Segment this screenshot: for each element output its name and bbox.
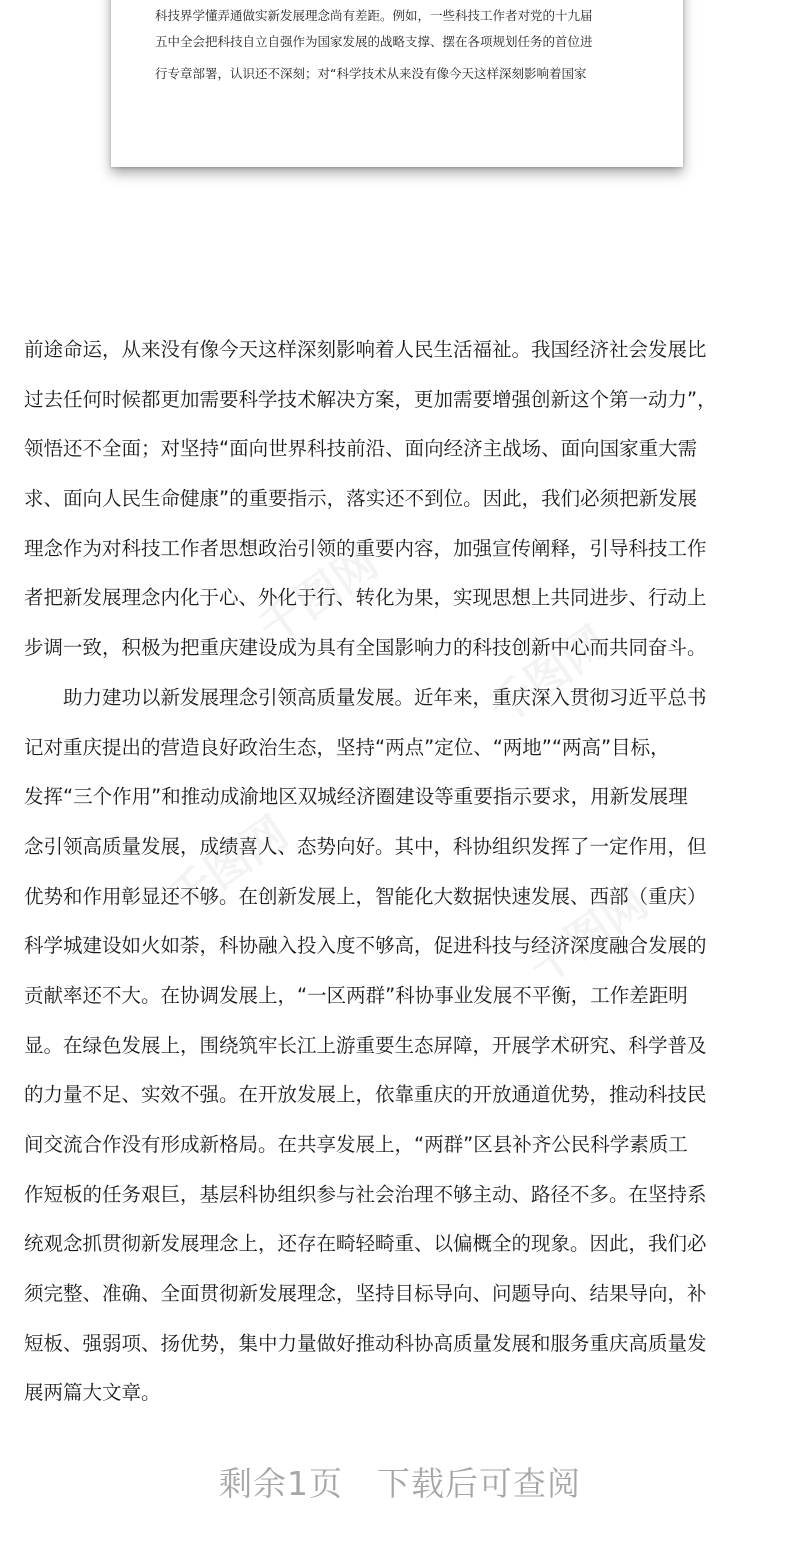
body-line: 过去任何时候都更加需要科学技术解决方案，更加需要增强创新这个第一动力”， [24, 387, 717, 411]
body-line: 贡献率还不大。在协调发展上，“一区两群”科协事业发展不平衡，工作差距明 [24, 983, 688, 1007]
remaining-pages-label[interactable]: 剩余1页 [219, 1464, 343, 1503]
body-line: 领悟还不全面；对坚持“面向世界科技前沿、面向经济主战场、面向国家重大需 [24, 437, 698, 461]
preview-line: 五中全会把科技自立自强作为国家发展的战略支撑、摆在各项规划任务的首位进 [155, 34, 593, 49]
body-line: 作短板的任务艰巨，基层科协组织参与社会治理不够主动、路径不多。在坚持系 [24, 1182, 707, 1206]
body-line: 助力建功以新发展理念引领高质量发展。近年来，重庆深入贯彻习近平总书 [24, 685, 707, 709]
preview-line: 科技界学懂弄通做实新发展理念尚有差距。例如，一些科技工作者对党的十九届 [155, 8, 593, 23]
body-line: 短板、强弱项、扬优势，集中力量做好推动科协高质量发展和服务重庆高质量发 [24, 1331, 707, 1355]
body-line: 记对重庆提出的营造良好政治生态，坚持“两点”定位、“两地”“两高”目标， [24, 735, 670, 759]
watermark-icon: 千图网 [519, 876, 658, 995]
body-line: 须完整、准确、全面贯彻新发展理念，坚持目标导向、问题导向、结果导向，补 [24, 1282, 707, 1306]
body-line: 展两篇大文章。 [24, 1381, 161, 1405]
watermark-icon: 千图网 [479, 616, 618, 735]
body-line: 间交流合作没有形成新格局。在共享发展上，“两群”区县补齐公民科学素质工 [24, 1133, 688, 1156]
body-line: 显。在绿色发展上，围绕筑牢长江上游重要生态屏障，开展学术研究、科学普及 [24, 1033, 707, 1057]
body-line: 前途命运，从来没有像今天这样深刻影响着人民生活福祉。我国经济社会发展比 [24, 338, 707, 361]
body-line: 者把新发展理念内化于心、外化于行、转化为果，实现思想上共同进步、行动上 [24, 586, 707, 610]
body-line: 理念作为对科技工作者思想政治引领的重要内容，加强宣传阐释，引导科技工作 [24, 536, 707, 560]
body-line: 的力量不足、实效不强。在开放发展上，依靠重庆的开放通道优势，推动科技民 [24, 1083, 707, 1107]
body-line: 步调一致，积极为把重庆建设成为具有全国影响力的科技创新中心而共同奋斗。 [24, 636, 707, 660]
download-prompt[interactable] [0, 1458, 800, 1505]
document-body [24, 325, 784, 1418]
watermark-icon: 千图网 [249, 536, 388, 655]
body-line: 念引领高质量发展，成绩喜人、态势向好。其中，科协组织发挥了一定作用，但 [24, 834, 707, 858]
body-line: 优势和作用彰显还不够。在创新发展上，智能化大数据快速发展、西部（重庆） [24, 884, 707, 908]
preview-line: 行专章部署，认识还不深刻；对“科学技术从来没有像今天这样深刻影响着国家 [155, 66, 587, 81]
body-line: 求、面向人民生命健康”的重要指示，落实还不到位。因此，我们必须把新发展 [24, 487, 698, 511]
watermark-icon: 千图网 [159, 806, 298, 925]
body-line: 发挥“三个作用”和推动成渝地区双城经济圈建设等重要指示要求，用新发展理 [24, 785, 688, 809]
body-line: 统观念抓贯彻新发展理念上，还存在畸轻畸重、以偏概全的现象。因此，我们必 [24, 1232, 707, 1256]
download-to-read-label[interactable]: 下载后可查阅 [377, 1464, 581, 1503]
preview-card [111, 0, 683, 167]
body-line: 科学城建设如火如荼，科协融入投入度不够高，促进科技与经济深度融合发展的 [24, 934, 707, 958]
